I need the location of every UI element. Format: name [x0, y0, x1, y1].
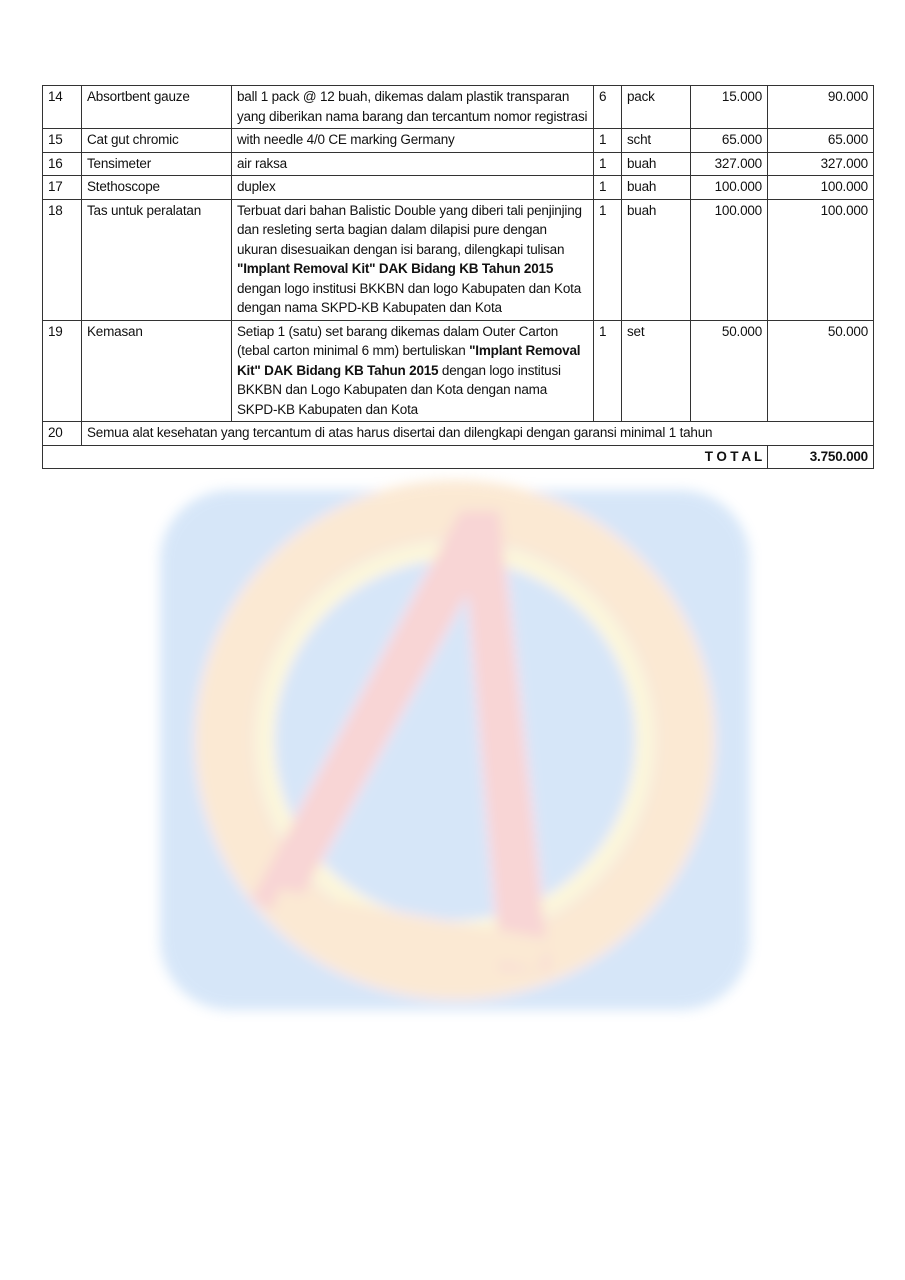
item-name: Absortbent gauze — [82, 86, 232, 129]
item-name: Stethoscope — [82, 176, 232, 200]
item-number: 15 — [43, 129, 82, 153]
item-name: Tensimeter — [82, 152, 232, 176]
item-name: Kemasan — [82, 320, 232, 422]
item-total-price: 90.000 — [768, 86, 874, 129]
item-number: 19 — [43, 320, 82, 422]
item-number: 18 — [43, 199, 82, 320]
note-number: 20 — [43, 422, 82, 446]
item-number: 16 — [43, 152, 82, 176]
item-description-text: with needle 4/0 CE marking Germany — [237, 132, 455, 147]
total-row — [43, 445, 874, 469]
item-unit-price: 50.000 — [691, 320, 768, 422]
item-name: Cat gut chromic — [82, 129, 232, 153]
item-description-text: Terbuat dari bahan Balistic Double yang diberi tali penjinjing dan resleting serta bagian dalam dilapisi pure dengan ukuran disesuaikan dengan isi barang, dilengkapi tulisan — [237, 202, 582, 257]
bkkbn-logo-watermark-icon — [130, 470, 780, 1030]
item-unit-price: 15.000 — [691, 86, 768, 129]
item-unit-price: 100.000 — [691, 199, 768, 320]
table-row — [43, 199, 874, 320]
item-quantity: 1 — [594, 152, 622, 176]
item-quantity: 1 — [594, 176, 622, 200]
table-row — [43, 176, 874, 200]
item-number: 14 — [43, 86, 82, 129]
table-row — [43, 129, 874, 153]
specification-table — [42, 85, 874, 469]
item-description — [232, 320, 594, 422]
total-label: T O T A L — [43, 445, 768, 469]
item-unit: buah — [622, 199, 691, 320]
item-unit: pack — [622, 86, 691, 129]
item-unit: set — [622, 320, 691, 422]
item-unit-price: 327.000 — [691, 152, 768, 176]
item-unit: buah — [622, 152, 691, 176]
item-unit-price: 65.000 — [691, 129, 768, 153]
item-quantity: 1 — [594, 129, 622, 153]
item-total-price: 327.000 — [768, 152, 874, 176]
item-unit-price: 100.000 — [691, 176, 768, 200]
note-row — [43, 422, 874, 446]
item-description-text: duplex — [237, 179, 276, 194]
item-description — [232, 129, 594, 153]
item-description-text: dengan logo institusi BKKBN dan Logo Kabupaten dan Kota dengan nama SKPD-KB Kabupaten dan Kota — [237, 362, 561, 417]
item-number: 17 — [43, 176, 82, 200]
note-text: Semua alat kesehatan yang tercantum di atas harus disertai dan dilengkapi dengan garansi minimal 1 tahun — [82, 422, 874, 446]
item-quantity: 6 — [594, 86, 622, 129]
item-description — [232, 176, 594, 200]
item-description — [232, 86, 594, 129]
item-total-price: 100.000 — [768, 176, 874, 200]
item-description-text: air raksa — [237, 155, 287, 171]
item-description-text: ball 1 pack @ 12 buah, dikemas dalam plastik transparan yang diberikan nama barang dan tercantum nomor registrasi — [237, 89, 588, 124]
item-description — [232, 199, 594, 320]
table-row — [43, 86, 874, 129]
item-name: Tas untuk peralatan — [82, 199, 232, 320]
total-value: 3.750.000 — [768, 445, 874, 469]
item-unit: scht — [622, 129, 691, 153]
item-description-emphasis: "Implant Removal Kit" DAK Bidang KB Tahun 2015 — [237, 343, 581, 378]
item-quantity: 1 — [594, 320, 622, 422]
table-row — [43, 320, 874, 422]
item-total-price: 50.000 — [768, 320, 874, 422]
item-quantity: 1 — [594, 199, 622, 320]
item-description-text: dengan logo institusi BKKBN dan logo Kabupaten dan Kota dengan nama SKPD-KB Kabupaten dan Kota — [237, 280, 582, 315]
item-description-text: Setiap 1 (satu) set barang dikemas dalam Outer Carton (tebal carton minimal 6 mm) bertuliskan — [237, 323, 559, 358]
table-row — [43, 152, 874, 176]
item-total-price: 100.000 — [768, 199, 874, 320]
item-total-price: 65.000 — [768, 129, 874, 153]
item-description-emphasis: "Implant Removal Kit" DAK Bidang KB Tahun 2015 — [237, 261, 554, 276]
item-description — [232, 152, 594, 176]
item-unit: buah — [622, 176, 691, 200]
